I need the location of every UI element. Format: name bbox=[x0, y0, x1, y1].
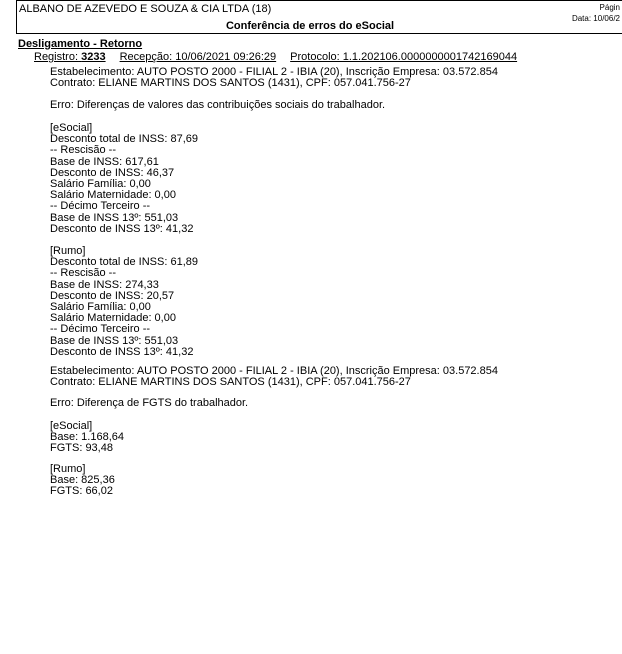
text-line: Desconto de INSS 13º: 41,32 bbox=[50, 345, 194, 358]
text-line: Contrato: ELIANE MARTINS DOS SANTOS (1431), CPF: 057.041.756-27 bbox=[50, 376, 411, 389]
report-date: Data: 10/06/2 bbox=[571, 14, 620, 23]
text-line: Desconto de INSS: 20,57 bbox=[50, 289, 175, 302]
text-line: Erro: Diferenças de valores das contribuições sociais do trabalhador. bbox=[50, 99, 386, 111]
recepcao-text: Recepção: 10/06/2021 09:26:29 bbox=[119, 51, 277, 63]
error-line-2 bbox=[50, 398, 248, 409]
text-line: [Rumo] bbox=[50, 245, 86, 257]
text-line: Salário Família: 0,00 bbox=[50, 301, 151, 314]
text-line: [eSocial] bbox=[50, 122, 93, 134]
esocial-block-1 bbox=[50, 123, 198, 235]
text-line: Base de INSS: 617,61 bbox=[50, 155, 159, 168]
section-title: Desligamento - Retorno bbox=[18, 38, 143, 50]
text-line: Base de INSS 13º: 551,03 bbox=[50, 334, 179, 347]
text-line: Desconto total de INSS: 87,69 bbox=[50, 133, 198, 146]
estabelecimento-block-1 bbox=[50, 67, 498, 89]
page-number: Págin bbox=[599, 3, 620, 12]
text-line: -- Décimo Terceiro -- bbox=[50, 323, 151, 336]
text-line: Salário Maternidade: 0,00 bbox=[50, 189, 176, 202]
report-title: Conferência de erros do eSocial bbox=[225, 20, 395, 32]
text-line: Contrato: ELIANE MARTINS DOS SANTOS (1431), CPF: 057.041.756-27 bbox=[50, 77, 411, 90]
text-line: Base: 825,36 bbox=[50, 474, 115, 487]
rumo-block-2 bbox=[50, 464, 115, 498]
text-line: Salário Maternidade: 0,00 bbox=[50, 312, 176, 325]
text-line: Base de INSS 13º: 551,03 bbox=[50, 211, 179, 224]
rumo-block-1 bbox=[50, 246, 198, 358]
text-line: Desconto de INSS 13º: 41,32 bbox=[50, 222, 194, 235]
text-line: Erro: Diferença de FGTS do trabalhador. bbox=[50, 397, 249, 409]
text-line: -- Rescisão -- bbox=[50, 267, 117, 280]
text-line: Base: 1.168,64 bbox=[50, 431, 125, 444]
company-name: ALBANO DE AZEVEDO E SOUZA & CIA LTDA (18) bbox=[19, 3, 272, 15]
text-line: Estabelecimento: AUTO POSTO 2000 - FILIAL 2 - IBIA (20), Inscrição Empresa: 03.572.854 bbox=[50, 365, 498, 377]
registro-value: 3233 bbox=[81, 51, 106, 63]
text-line: Desconto de INSS: 46,37 bbox=[50, 166, 175, 179]
estabelecimento-block-2 bbox=[50, 366, 498, 388]
text-line: FGTS: 66,02 bbox=[50, 485, 113, 498]
text-line: Desconto total de INSS: 61,89 bbox=[50, 256, 198, 269]
text-line: -- Rescisão -- bbox=[50, 144, 117, 157]
registro-label: Registro: bbox=[34, 51, 79, 63]
error-line-1 bbox=[50, 100, 385, 111]
text-line: Salário Família: 0,00 bbox=[50, 178, 151, 191]
text-line: -- Décimo Terceiro -- bbox=[50, 200, 151, 213]
registro-line bbox=[34, 51, 517, 63]
text-line: Estabelecimento: AUTO POSTO 2000 - FILIAL 2 - IBIA (20), Inscrição Empresa: 03.572.854 bbox=[50, 66, 498, 78]
text-line: [Rumo] bbox=[50, 463, 86, 475]
text-line: FGTS: 93,48 bbox=[50, 442, 113, 455]
text-line: Base de INSS: 274,33 bbox=[50, 278, 159, 291]
protocolo-text: Protocolo: 1.1.202106.0000000001742169044 bbox=[290, 51, 518, 63]
text-line: [eSocial] bbox=[50, 420, 93, 432]
esocial-block-2 bbox=[50, 421, 124, 455]
